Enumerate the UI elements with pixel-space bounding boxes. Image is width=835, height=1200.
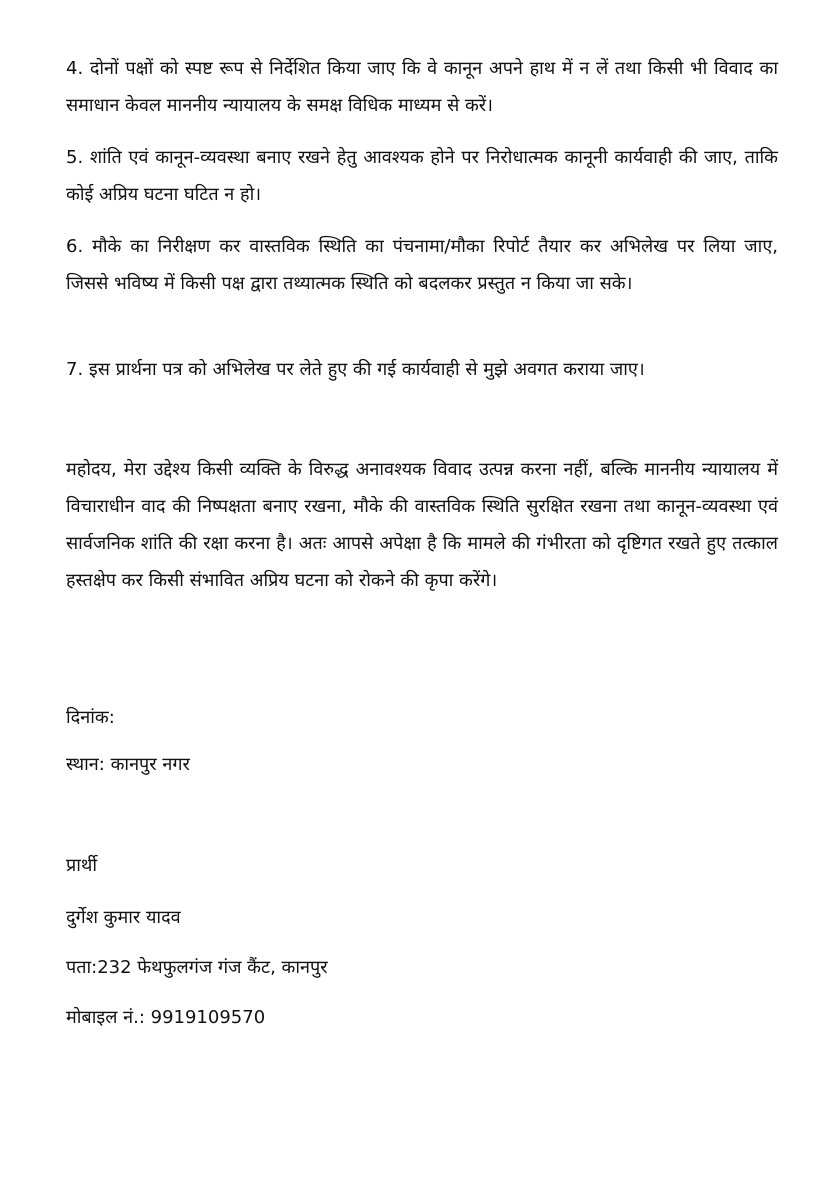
applicant-name: दुर्गेश कुमार यादव — [66, 907, 181, 928]
applicant-address: पता:232 फेथफुलगंज गंज कैंट, कानपुर — [66, 957, 328, 978]
point-4: 4. दोनों पक्षों को स्पष्ट रूप से निर्देशित किया जाए कि वे कानून अपने हाथ में न लें तथा किसी भी विवाद का समाधान केवल माननीय न्यायालय के समक्ष विधिक माध्यम से करें। — [66, 58, 778, 116]
point-7: 7. इस प्रार्थना पत्र को अभिलेख पर लेते हुए की गई कार्यवाही से मुझे अवगत कराया जाए। — [66, 359, 645, 380]
applicant-heading: प्रार्थी — [66, 855, 98, 876]
closing-paragraph: महोदय, मेरा उद्देश्य किसी व्यक्ति के विरुद्ध अनावश्यक विवाद उत्पन्न करना नहीं, बल्कि माननीय न्यायालय में विचाराधीन वाद की निष्पक्षता बनाए रखना, मौके की वास्तविक स्थिति सुरक्षित रखना तथा कानून-व्यवस्था एवं सार्वजनिक शांति की रक्षा करना है। अतः आपसे अपेक्षा है कि मामले की गंभीरता को दृष्टिगत रखते हुए तत्काल हस्तक्षेप कर किसी संभावित अप्रिय घटना को रोकने की कृपा करेंगे। — [66, 459, 778, 591]
applicant-mobile: मोबाइल नं.: 9919109570 — [66, 1007, 266, 1028]
point-6: 6. मौके का निरीक्षण कर वास्तविक स्थिति का पंचनामा/मौका रिपोर्ट तैयार कर अभिलेख पर लिया जाए, जिससे भविष्य में किसी पक्ष द्वारा तथ्यात्मक स्थिति को बदलकर प्रस्तुत न किया जा सके। — [66, 236, 778, 294]
point-5: 5. शांति एवं कानून-व्यवस्था बनाए रखने हेतु आवश्यक होने पर निरोधात्मक कानूनी कार्यवाही की जाए, ताकि कोई अप्रिय घटना घटित न हो। — [66, 147, 778, 205]
place-label: स्थान: कानपुर नगर — [66, 754, 190, 775]
date-label: दिनांक: — [66, 707, 115, 728]
